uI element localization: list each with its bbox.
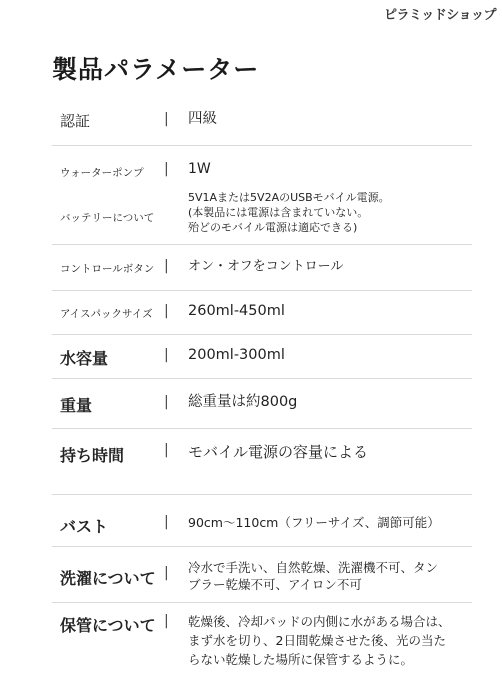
shop-watermark: ピラミッドショップ	[384, 8, 496, 23]
separator: |	[164, 111, 169, 127]
spec-row-water-capacity	[52, 335, 472, 379]
spec-row-ice-pack-size	[52, 291, 472, 335]
separator: |	[164, 442, 169, 458]
spec-row-certification	[52, 100, 472, 146]
separator: |	[164, 161, 169, 177]
spec-label: 保管について	[60, 616, 156, 635]
separator: |	[164, 303, 169, 319]
separator: |	[164, 394, 169, 410]
spec-value: 5V1Aまたは5V2AのUSBモバイル電源。 (本製品には電源は含まれていない。 殆どのモバイル電源は適応できる)	[188, 191, 390, 234]
separator: |	[164, 613, 169, 629]
spec-value: 90cm〜110cm（フリーサイズ、調節可能）	[188, 515, 440, 530]
spec-row-weight	[52, 379, 472, 429]
spec-value: 乾燥後、冷却パッドの内側に水がある場合は、 まず水を切り、2日間乾燥させた後、光の当た らない乾燥した場所に保管するように。	[188, 614, 451, 667]
spec-row-washing	[52, 547, 472, 603]
spec-label: 洗濯について	[60, 569, 156, 588]
separator: |	[164, 347, 169, 363]
spec-label: 認証	[60, 112, 91, 130]
spec-row-water-pump	[52, 146, 472, 186]
spec-value: モバイル電源の容量による	[188, 443, 369, 461]
spec-label: 水容量	[60, 349, 109, 368]
spec-value: 総重量は約800g	[188, 394, 298, 410]
spec-label: アイスパックサイズ	[60, 308, 153, 320]
spec-row-duration	[52, 429, 472, 495]
page-title: 製品パラメーター	[52, 55, 260, 84]
separator: |	[164, 258, 169, 274]
spec-row-bust	[52, 495, 472, 547]
separator: |	[164, 514, 169, 530]
spec-value: 冷水で手洗い、自然乾燥、洗濯機不可、タン ブラー乾燥不可、アイロン不可	[188, 560, 439, 592]
spec-row-battery	[52, 186, 472, 245]
spec-value: 四級	[188, 111, 217, 127]
spec-label: 持ち時間	[60, 446, 125, 465]
spec-value: オン・オフをコントロール	[188, 259, 344, 274]
spec-label: ウォーターポンプ	[60, 167, 144, 179]
spec-value: 1W	[188, 161, 211, 177]
separator: |	[164, 565, 169, 581]
spec-row-control-button	[52, 245, 472, 291]
spec-value: 200ml-300ml	[188, 347, 285, 363]
spec-label: コントロールボタン	[60, 263, 155, 275]
spec-label: バッテリーについて	[60, 212, 155, 224]
spec-label: バスト	[60, 517, 109, 536]
spec-row-storage	[52, 603, 472, 683]
spec-value: 260ml-450ml	[188, 303, 285, 319]
spec-label: 重量	[60, 396, 93, 415]
